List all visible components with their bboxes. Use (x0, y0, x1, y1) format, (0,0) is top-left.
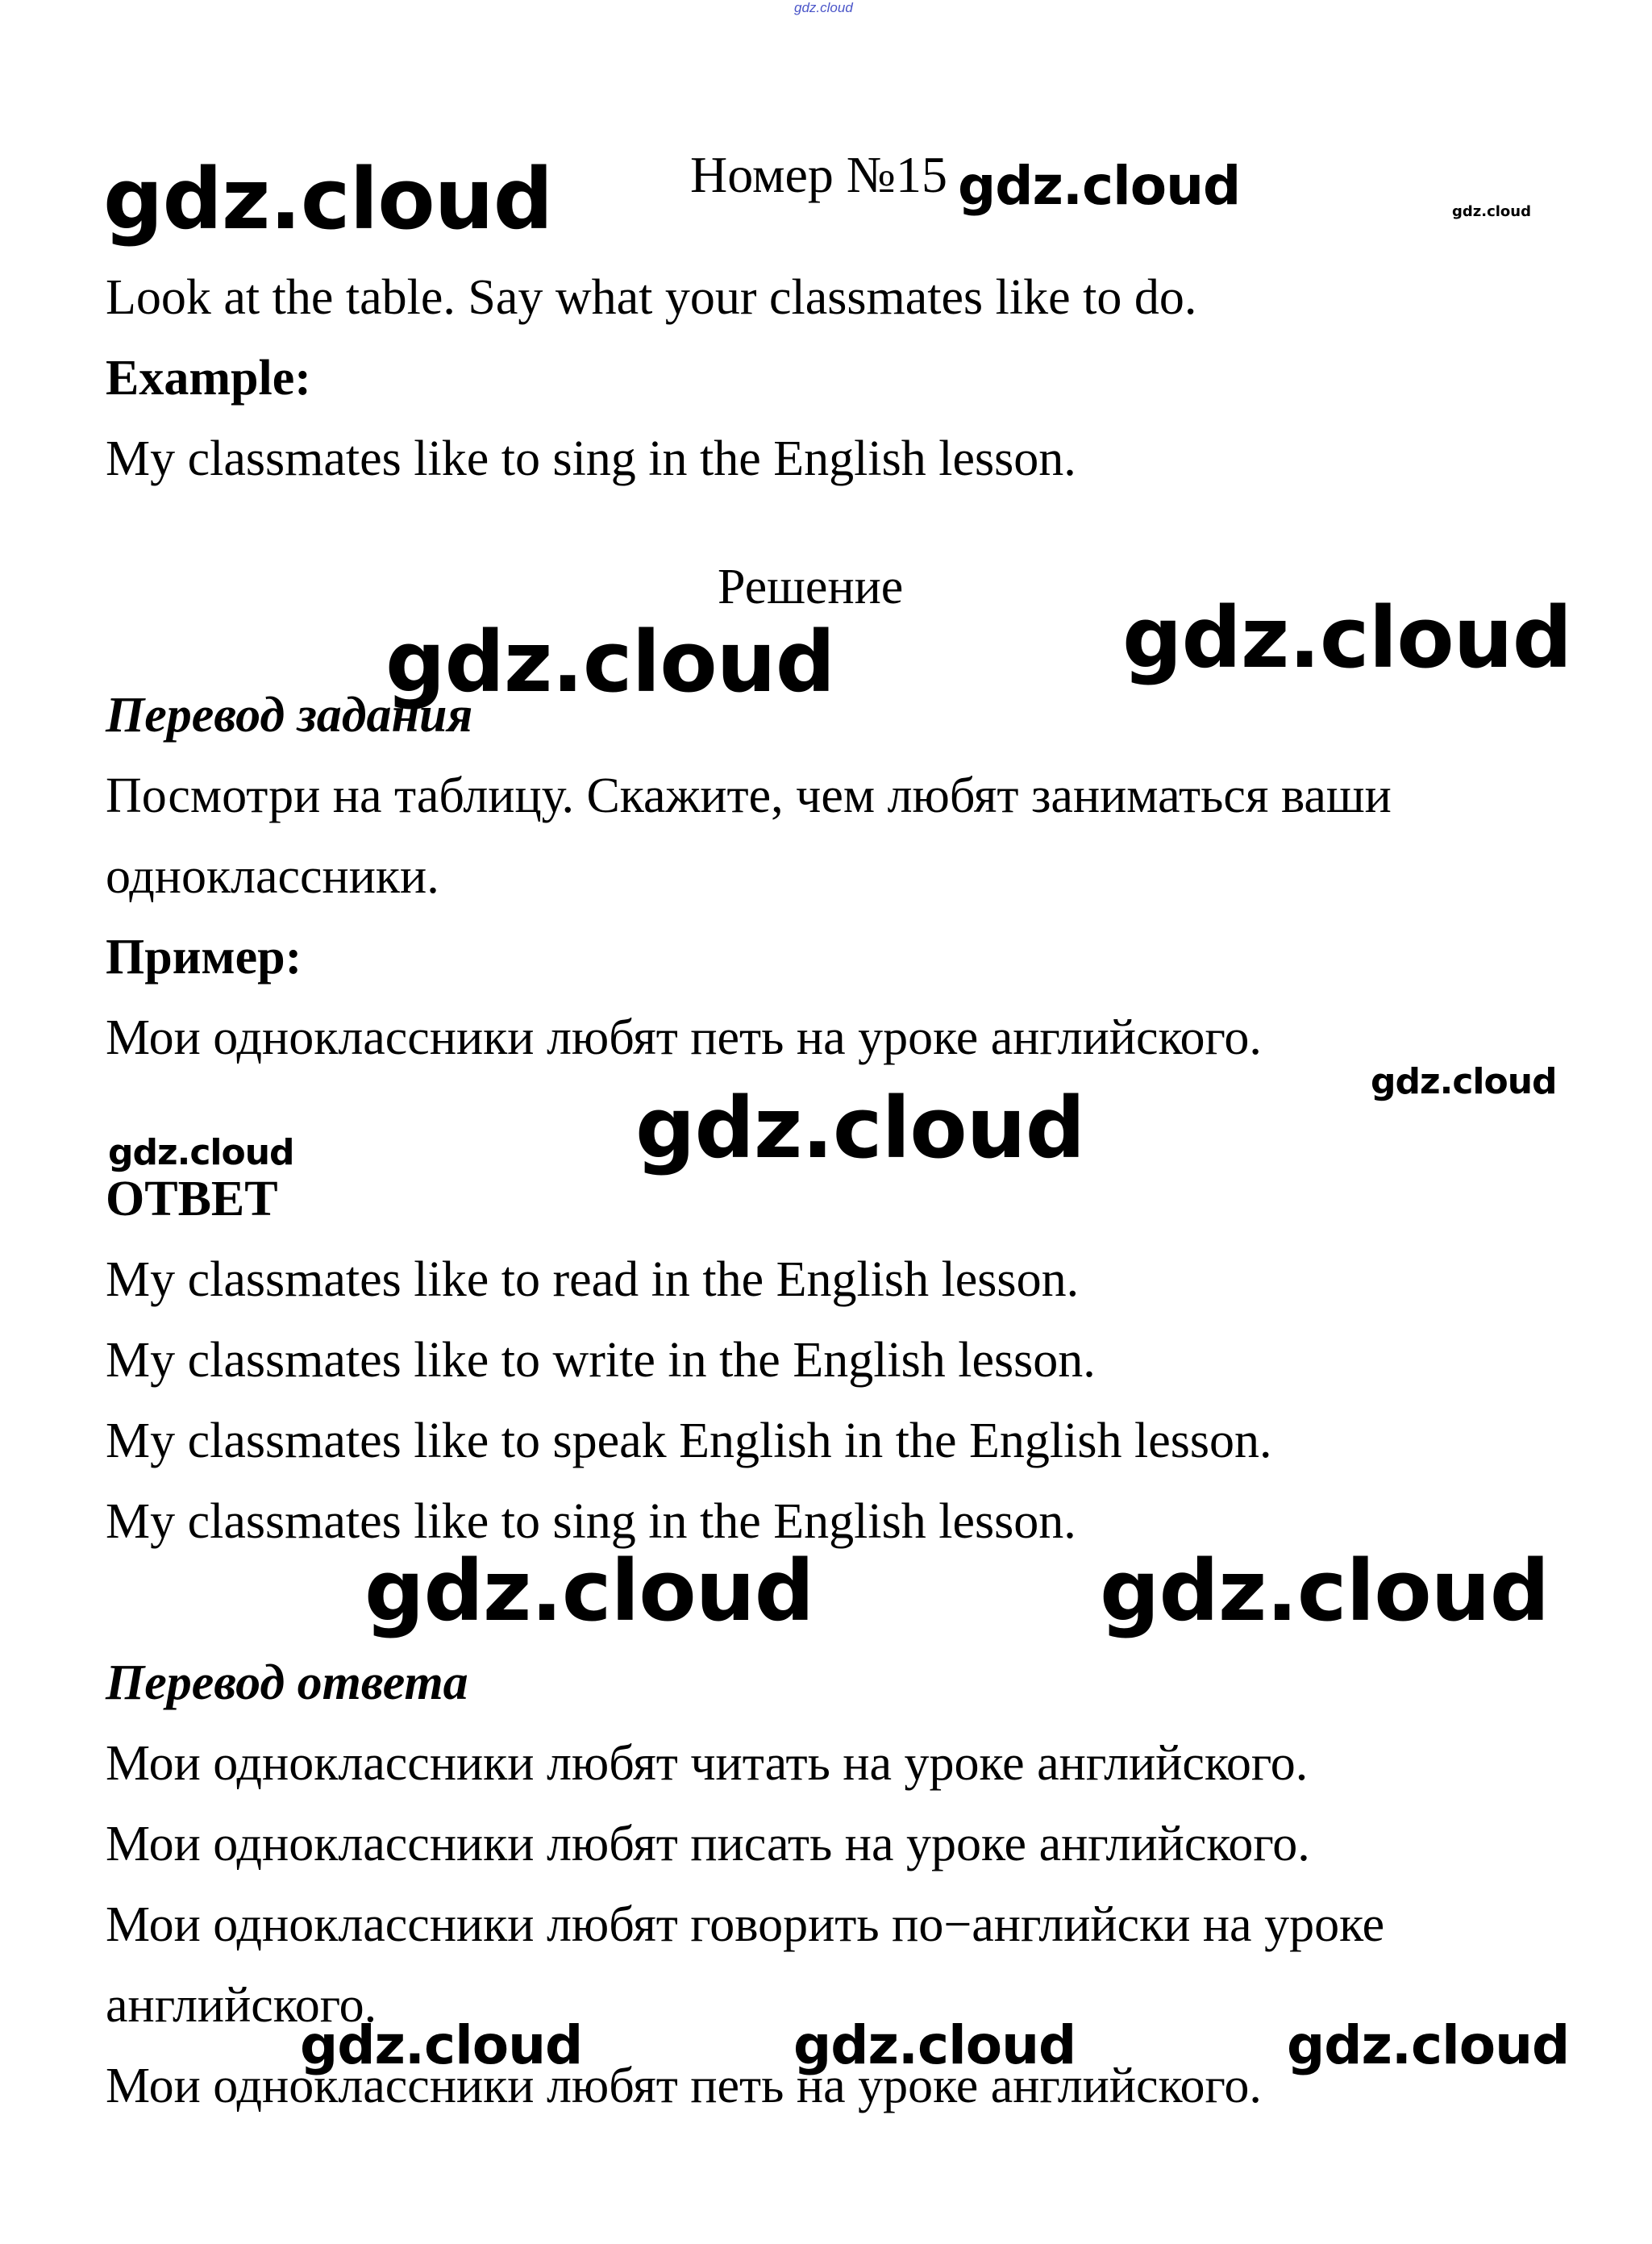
watermark: gdz.cloud (1452, 203, 1531, 220)
watermark: gdz.cloud (793, 2014, 1076, 2076)
task-translation-heading: Перевод задания (106, 688, 473, 743)
solution-label: Решение (718, 560, 904, 614)
task-translation-line-1: Посмотри на таблицу. Скажите, чем любят заниматься ваши (106, 768, 1392, 823)
answer-translation-line-2: Мои одноклассники любят писать на уроке английского. (106, 1817, 1310, 1871)
watermark: gdz.cloud (108, 1132, 294, 1173)
answer-translation-line-5: Мои одноклассники любят петь на уроке английского. (106, 2059, 1262, 2113)
task-translation-line-2: одноклассники. (106, 849, 439, 904)
task-example-label: Example: (106, 351, 311, 406)
answer-translation-line-1: Мои одноклассники любят читать на уроке английского. (106, 1736, 1309, 1791)
answer-translation-heading: Перевод ответа (106, 1655, 468, 1710)
task-translation-example-text: Мои одноклассники любят петь на уроке английского. (106, 1010, 1262, 1065)
header-tiny-watermark: gdz.cloud (794, 0, 853, 15)
watermark: gdz.cloud (1371, 1061, 1557, 1102)
task-translation-example-label: Пример: (106, 930, 302, 985)
watermark: gdz.cloud (385, 613, 835, 711)
watermark: gdz.cloud (1100, 1542, 1550, 1640)
watermark: gdz.cloud (958, 155, 1241, 217)
page-title: Номер №15 (690, 146, 947, 203)
watermark: gdz.cloud (1122, 589, 1572, 687)
answer-heading: ОТВЕТ (106, 1172, 278, 1226)
answer-line-4: My classmates like to sing in the English lesson. (106, 1494, 1076, 1549)
watermark: gdz.cloud (364, 1542, 814, 1640)
watermark: gdz.cloud (300, 2014, 583, 2076)
watermark: gdz.cloud (1287, 2014, 1570, 2076)
task-example-text: My classmates like to sing in the English lesson. (106, 431, 1076, 486)
answer-translation-line-3: Мои одноклассники любят говорить по−английски на уроке (106, 1897, 1385, 1952)
task-instruction: Look at the table. Say what your classmates like to do. (106, 270, 1197, 325)
answer-line-1: My classmates like to read in the English lesson. (106, 1252, 1080, 1307)
watermark: gdz.cloud (103, 150, 553, 248)
watermark: gdz.cloud (635, 1079, 1085, 1177)
answer-line-2: My classmates like to write in the English lesson. (106, 1333, 1096, 1388)
answer-translation-line-4: английского. (106, 1978, 377, 2033)
answer-line-3: My classmates like to speak English in the English lesson. (106, 1413, 1272, 1468)
